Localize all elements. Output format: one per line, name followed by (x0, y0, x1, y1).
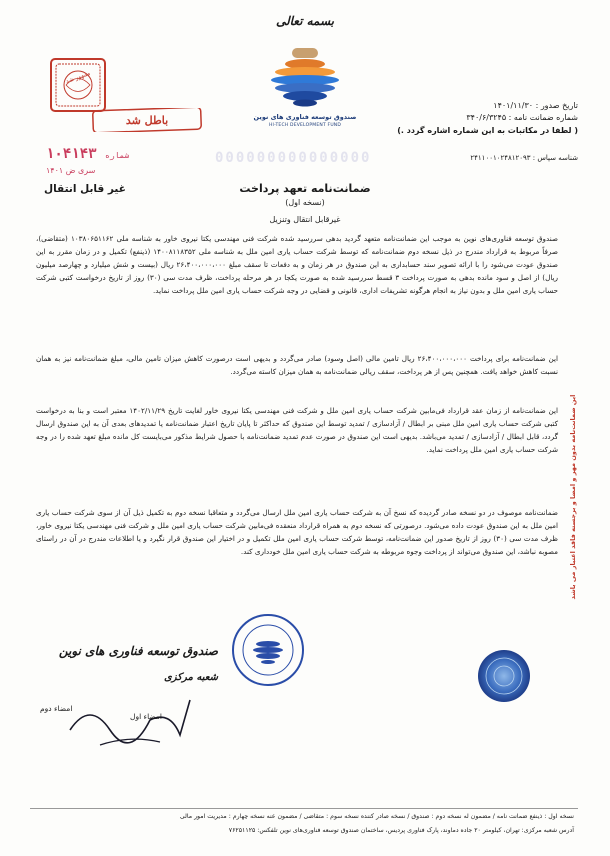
main-title: ضمانت‌نامه تعهد پرداخت (239, 182, 371, 195)
bismillah-header: بسمه تعالی (275, 14, 335, 28)
non-transferable-label: غیر قابل انتقال (44, 183, 126, 195)
sayah-value: ۲۴۱۱۰۰۱۰۲۴۸۱۲۰۹۳ (470, 154, 531, 162)
non-transferable-line: غیرقابل انتقال وتنزیل (269, 215, 341, 224)
serial-number-value: ۱۰۴۱۴۳ (46, 146, 97, 162)
signer-2-label: امضاء دوم (40, 704, 73, 713)
logo-name-fa: صندوق توسعه فناوری های نوین (253, 113, 357, 121)
footer-divider (30, 808, 578, 809)
sayah-row (380, 153, 578, 164)
issue-date-label: تاریخ صدور : (535, 101, 578, 110)
hologram-seal-icon (476, 648, 532, 704)
serial-number-label: شماره (105, 151, 130, 160)
serial-faded: 000000000000000 (215, 150, 372, 166)
paragraph-1: صندوق توسعه فناوری‌های نوین به موجب این ضمانت‌نامه متعهد گردید بدهی سررسید شده شرکت فنی مهندسی یکتا نیروی خاور به شناسه ملی ۱۰۳۸۰۶۵۱۱۶۲ (متقاضی)، صرفاً مربوط به قرارداد مندرج در ذیل نسخه دوم ضمانت‌نامه که توسط شرکت حساب یاری امین ملل به شناسه ملی ۱۴۰۰۸۱۱۸۳۵۲ (ذینفع) تکمیل و در زمان مقرر به این صندوق عودت می‌شود را با ارائه تصویر سند حسابداری به این صندوق در هر زمان و به دفعات تا سقف مبلغ ۲۶،۴۰۰،۰۰۰،۰۰۰ ریال (بیست و شش میلیارد و چهارصد میلیون ریال) از اصل و سود مانده بدهی به صورت پرداخت ۳ قسط سررسید شده به صورت یکجا در هر مرحله پرداخت، ظرف مدت سی (۳۰) روز از تاریخ درخواست کتبی شرکت حساب یاری امین ملل و بدون نیاز به انجام هرگونه تشریفات اداری، قانونی و قضایی در وجه شرکت حساب یاری امین ملل پرداخت نماید. (36, 234, 558, 295)
paragraph-3: این ضمانت‌نامه از زمان عقد قرارداد فی‌مابین شرکت حساب یاری امین ملل و شرکت فنی مهندسی یکتا نیروی خاور لغایت تاریخ ۱۴۰۲/۱۱/۲۹ معتبر است و بنا به درخواست کتبی شرکت حساب یاری امین ملل مبنی بر ابطال / آزادسازی / تمدید توسط این صندوق که حداکثر تا پایان تاریخ اعتبار ضمانت‌نامه یا تمدیدهای بعدی آن به این صندوق ارسال گردد، قابل ابطال / آزادسازی / تمدید می‌باشد. بدیهی است این صندوق در صورت عدم تمدید ضمانت‌نامه با حصول شرایط مذکور می‌بایست کل مانده مبلغ تعهد شده را در وجه شرکت حساب یاری امین ملل پرداخت نماید. (36, 406, 558, 454)
serial-series: سری ض (65, 166, 96, 175)
serial-small (46, 166, 95, 175)
sayah-label: شناسه سپاس : (532, 154, 578, 162)
logo-name-en: HI-TECH DEVELOPMENT FUND (268, 123, 342, 128)
guarantee-number-value: ۳۴۰/۶/۳۲۴۵ (466, 113, 507, 122)
issue-date-row (410, 100, 578, 111)
paragraph-2: این ضمانت‌نامه برای پرداخت ۲۶،۴۰۰،۰۰۰،۰۰۰ ریال تامین مالی (اصل وسود) صادر می‌گردد و بدیهی است درصورت کاهش میزان تامین مالی، مبلغ ضمانت‌نامه نیز به همان نسبت کاهش خواهد یافت. همچنین پس از هر پرداخت، سقف ریالی ضمانت‌نامه به همان میزان کاسته می‌گردد. (36, 354, 558, 376)
footer-distribution: نسخه اول : ذینفع ضمانت نامه / مضمون له نسخه دوم : صندوق / نسخه صادر کننده نسخه سوم : متقاضی / مضمون عنه نسخه چهارم : مدیریت امور مالی (179, 813, 574, 820)
footer-address: آدرس شعبه مرکزی: تهران، کیلومتر ۲۰ جاده دماوند، پارک فناوری پردیس، ساختمان صندوق توسعه فناوری‌های نوین تلفکس: ۷۶۲۵۱۱۲۵ (228, 827, 574, 834)
copy-label: (نسخه اول) (285, 198, 325, 207)
serial-year: ۱۴۰۱ (46, 166, 64, 175)
serial-number (46, 146, 129, 162)
side-note (566, 360, 580, 640)
left-stamp-text: ممهور شد (64, 69, 92, 86)
blue-round-seal-icon (230, 612, 306, 688)
signature-fund-name: صندوق توسعه فناوری های نوین (58, 644, 218, 658)
reference-note: ( لطفا در مکاتبات به این شماره اشاره گردد .) (397, 126, 578, 135)
guarantee-number-row (410, 112, 578, 123)
guarantee-number-label: شماره ضمانت نامه : (508, 113, 578, 122)
signer-1-label: امضاء اول (130, 712, 162, 721)
paragraph-4: ضمانت‌نامه موصوف در دو نسخه صادر گردیده که نسخ آن به شرکت حساب یاری امین ملل ارسال می‌گردد و متعاقبا نسخه دوم به تکمیل ذیل آن از سوی شرکت حساب یاری امین ملل به این صندوق عودت داده می‌شود. درصورتی که نسخه دوم به همراه قرارداد منعقده فی‌مابین شرکت حساب یاری امین ملل و شرکت فنی مهندسی یکتا نیروی خاور، ظرف مدت سی (۳۰) روز از تاریخ صدور این ضمانت‌نامه، توسط شرکت حساب یاری امین ملل تکمیل و در اختیار این صندوق قرار نگیرد و یا اطلاعات مندرج در آن در راستای مصوبه نباشد، این صندوق می‌تواند از پرداخت وجوه مربوطه به شرکت حساب یاری امین ملل خودداری کند. (36, 508, 558, 556)
issue-date-value: ۱۴۰۱/۱۱/۳۰ (493, 101, 534, 110)
signature-branch: شعبه مرکزی (163, 672, 218, 683)
void-stamp-text: باطل شد (125, 114, 169, 127)
fund-logo-icon (262, 44, 348, 110)
side-note-text: این ضمانت‌نامه بدون مهر و امضا و برجسته فاقد اعتبار می باشد (569, 394, 577, 600)
